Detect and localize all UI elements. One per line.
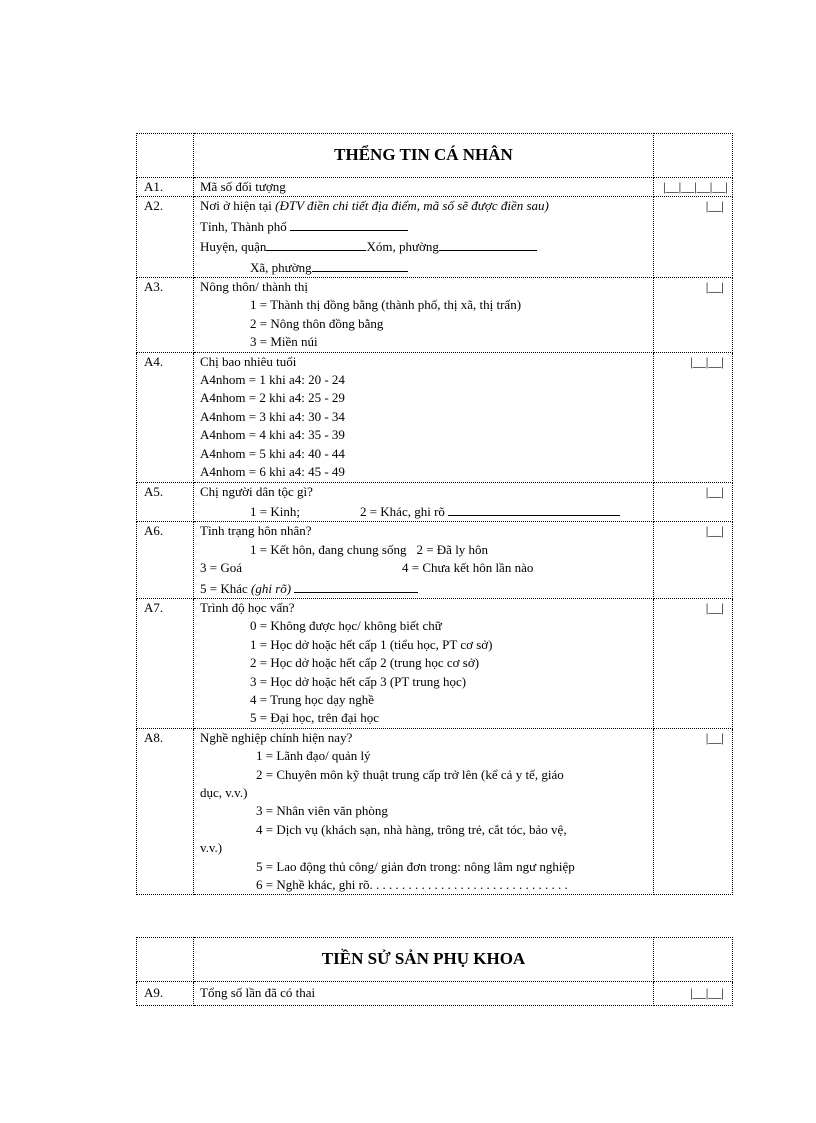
option: 2 = Đã ly hôn — [416, 541, 489, 557]
question-row-a3 — [137, 278, 733, 353]
commune-blank[interactable] — [312, 257, 408, 272]
question-row-a2 — [137, 197, 733, 278]
section-title-obstetric: TIỀN SỬ SẢN PHỤ KHOA — [194, 938, 654, 982]
option: 5 = Lao động thủ công/ giản đơn trong: nông lâm ngư nghiệp — [256, 858, 575, 874]
interviewer-note: (ĐTV điền chi tiết địa điểm, mã số sẽ được điền sau) — [275, 198, 549, 214]
answer-boxes[interactable]: |__|__| — [654, 982, 733, 1006]
obstetric-history-table — [136, 937, 733, 1006]
section-title-personal: THỂNG TIN CÁ NHÂN — [194, 134, 654, 178]
answer-box[interactable]: |__| — [654, 728, 733, 895]
option: 5 = Đại học, trên đại học — [250, 710, 379, 726]
province-blank[interactable] — [290, 216, 408, 231]
option: 4 = Dịch vụ (khách sạn, nhà hàng, trông trẻ, cắt tóc, bảo vệ, — [256, 821, 567, 837]
answer-box[interactable]: |__| — [654, 522, 733, 599]
question-row-a6 — [137, 522, 733, 599]
question-text: Nghề nghiệp chính hiện nay? — [200, 729, 353, 745]
question-text: Nơi ở hiện tại — [200, 198, 276, 214]
option: 4 = Chưa kết hôn lần nào — [402, 560, 534, 576]
option: 2 = Học dở hoặc hết cấp 2 (trung học cơ sở) — [250, 655, 480, 671]
question-row-a1 — [137, 178, 733, 197]
option: 2 = Nông thôn đồng bằng — [250, 315, 384, 331]
hamlet-blank[interactable] — [439, 236, 537, 251]
option: 2 = Khác, ghi rõ — [359, 503, 445, 519]
question-code: A4. — [137, 352, 194, 482]
age-group: A4nhom = 3 khi a4: 30 - 34 — [200, 408, 345, 424]
question-row-a9 — [137, 982, 733, 1006]
marital-other-blank[interactable] — [294, 578, 418, 593]
option: 6 = Nghề khác, ghi rõ. . . . . . . . . . . . . . . . . . . . . . . . . . . . . . . — [256, 877, 568, 893]
ethnicity-blank[interactable] — [448, 501, 620, 516]
option: 3 = Nhân viên văn phòng — [256, 803, 388, 819]
question-code: A3. — [137, 278, 194, 353]
age-group: A4nhom = 1 khi a4: 20 - 24 — [200, 372, 345, 388]
age-group: A4nhom = 6 khi a4: 45 - 49 — [200, 464, 345, 480]
answer-boxes[interactable]: |__|__|__|__| — [654, 178, 733, 197]
question-code: A9. — [137, 982, 194, 1006]
option: 1 = Thành thị đồng bằng (thành phố, thị xã, thị trấn) — [250, 297, 522, 313]
answer-box[interactable]: |__| — [654, 482, 733, 522]
option: 3 = Goá — [200, 560, 242, 576]
option: 5 = Khác — [200, 580, 252, 596]
question-row-a7 — [137, 598, 733, 728]
option-note: (ghi rõ) — [251, 580, 292, 596]
question-code: A8. — [137, 728, 194, 895]
answer-box[interactable]: |__| — [654, 278, 733, 353]
question-text: Mã số đối tượng — [194, 178, 654, 197]
question-row-a8 — [137, 728, 733, 895]
age-group: A4nhom = 2 khi a4: 25 - 29 — [200, 390, 345, 406]
option: 1 = Học dở hoặc hết cấp 1 (tiểu học, PT cơ sở) — [250, 636, 493, 652]
personal-info-table — [136, 133, 733, 895]
question-text: Chị bao nhiêu tuổi — [200, 353, 297, 369]
age-group: A4nhom = 5 khi a4: 40 - 44 — [200, 445, 345, 461]
district-blank[interactable] — [266, 236, 366, 251]
option: 0 = Không được học/ không biết chữ — [250, 618, 442, 634]
question-text: Trình độ học vấn? — [200, 599, 295, 615]
commune-label: Xã, phường — [250, 259, 312, 275]
answer-box[interactable]: |__| — [654, 598, 733, 728]
question-code: A1. — [137, 178, 194, 197]
question-row-a5 — [137, 482, 733, 522]
option-continued: v.v.) — [200, 840, 223, 856]
option: 4 = Trung học dạy nghề — [250, 691, 374, 707]
option-continued: dục, v.v.) — [200, 785, 248, 800]
option: 3 = Học dở hoặc hết cấp 3 (PT trung học) — [250, 673, 467, 689]
question-text: Nông thôn/ thành thị — [200, 279, 308, 295]
question-code: A7. — [137, 598, 194, 728]
answer-boxes[interactable]: |__|__| — [654, 352, 733, 482]
option: 1 = Kết hôn, đang chung sống — [250, 541, 407, 557]
option: 1 = Lãnh đạo/ quản lý — [256, 748, 371, 764]
option: 1 = Kinh; — [250, 503, 300, 519]
district-label: Huyện, quận — [200, 239, 267, 255]
question-code: A5. — [137, 482, 194, 522]
province-label: Tỉnh, Thành phố — [200, 218, 287, 234]
hamlet-label: Xóm, phường — [366, 239, 439, 255]
age-group: A4nhom = 4 khi a4: 35 - 39 — [200, 427, 345, 443]
option: 2 = Chuyên môn kỹ thuật trung cấp trở lên (kể cả y tế, giáo — [256, 766, 564, 782]
question-text: Chị người dân tộc gì? — [200, 483, 313, 499]
question-text: Tình trạng hôn nhân? — [200, 523, 312, 539]
answer-box[interactable]: |__| — [654, 197, 733, 278]
option: 3 = Miền núi — [250, 334, 318, 350]
question-code: A6. — [137, 522, 194, 599]
question-row-a4 — [137, 352, 733, 482]
question-code: A2. — [137, 197, 194, 278]
question-text: Tổng số lần đã có thai — [194, 982, 654, 1006]
